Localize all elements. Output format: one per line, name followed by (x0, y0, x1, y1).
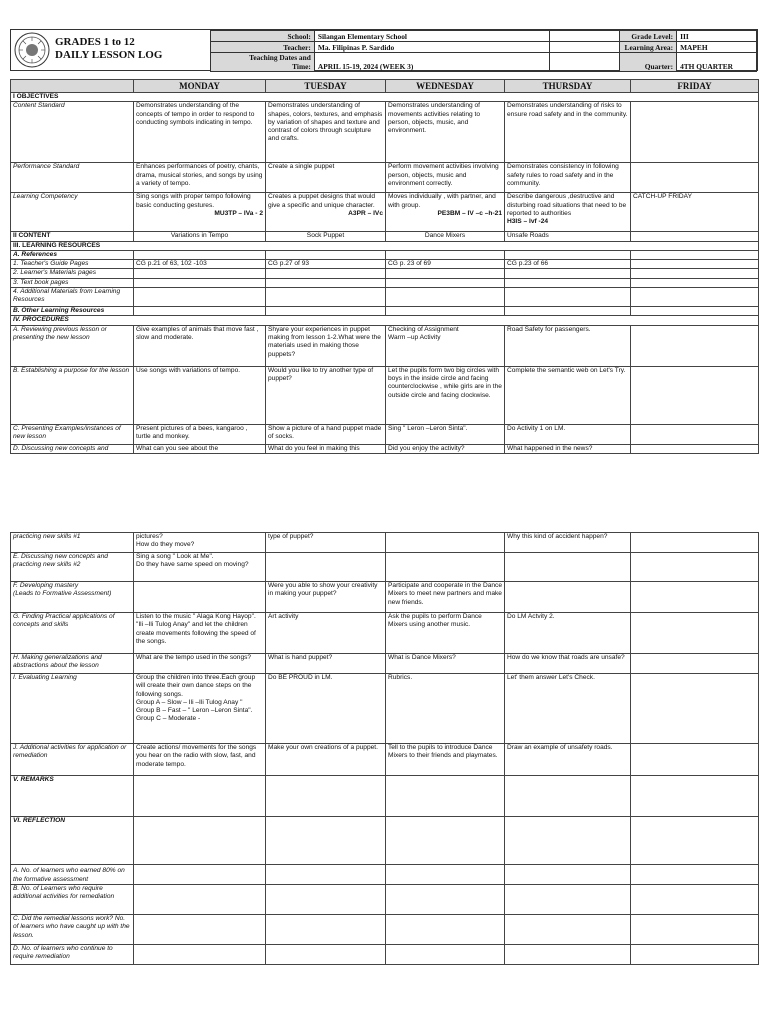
cell-proc-a-thu: Road Safety for passengers. (505, 325, 631, 366)
section-procedures: IV. PROCEDURES (11, 316, 759, 325)
cell-performance-standard-wed: Perform movement activities involving person, objects, music and environment correctly. (386, 163, 505, 193)
dates-label-line2: Time: (292, 62, 311, 71)
cell-proc-i-thu: Let' them answer Let's Check. (505, 674, 631, 744)
logo-area (11, 30, 211, 70)
competency-thu-code: H3IS – Ivf -24 (507, 218, 549, 226)
row-label-content: II CONTENT (11, 232, 134, 241)
row-label-proc-g: G. Finding Practical applications of concepts and skills (11, 613, 134, 654)
cell-content-mon: Variations in Tempo (134, 232, 266, 241)
cell-proc-a-mon: Give examples of animals that move fast , slow and moderate. (134, 325, 266, 366)
cell-proc-f-tue: Were you able to show your creativity in making your puppet? (266, 582, 386, 613)
cell-competency-fri: CATCH-UP FRIDAY (631, 193, 759, 232)
area-value: MAPEH (677, 42, 757, 53)
day-header-friday: FRIDAY (631, 80, 759, 93)
cell-content-standard-wed: Demonstrates understanding of movements activities relating to person, objects, music, and environment. (386, 102, 505, 163)
cell-content-thu: Unsafe Roads (505, 232, 631, 241)
row-label-learning-competency: Learning Competency (11, 193, 134, 232)
cell-content-standard-mon: Demonstrates understanding of the concepts of tempo in order to respond to conducting symbols indicating in tempo. (134, 102, 266, 163)
cell-proc-g-wed: Ask the pupils to perform Dance Mixers using another music. (386, 613, 505, 654)
area-label: Learning Area: (620, 42, 677, 53)
cell-content-standard-tue: Demonstrates understanding of shapes, colors, textures, and emphasis by variation of shapes and texture and contrast of colors through sculpture and crafts. (266, 102, 386, 163)
section-objectives: I OBJECTIVES (11, 93, 759, 102)
cell-tg-wed: CG p. 23 of 69 (386, 260, 505, 269)
day-header-monday: MONDAY (134, 80, 266, 93)
competency-thu-text: Describe dangerous ,destructive and disturbing road situations that need to be reported to authorities (507, 193, 627, 217)
row-label-reflection-c: C. Did the remedial lessons work? No. of learners who have caught up with the lesson. (11, 915, 134, 945)
cell-proc-g-mon: Listen to the music " Alaga Kong Hayop". "Ili –Ili Tulog Anay" and let the children create movements following the speed of the songs. (134, 613, 266, 654)
row-label-remarks: V. REMARKS (11, 776, 134, 817)
row-label-proc-h: H. Making generalizations and abstractions about the lesson (11, 654, 134, 674)
cell-proc-d-thu-top: What happened in the news? (505, 444, 631, 453)
school-label: School: (211, 31, 315, 42)
competency-wed-text: Moves individually , with partner, and with group. (388, 193, 496, 209)
cell-proc-c-tue: Show a picture of a hand puppet made of socks. (266, 424, 386, 444)
cell-proc-i-mon: Group the children into three.Each group will create their own dance steps on the following songs. Group A – Slow – Ili –Ili Tulog Anay " Group B – Fast – " Leron –Leron Sinta". Group C – Moderate - (134, 674, 266, 744)
cell-proc-h-mon: What are the tempo used in the songs? (134, 654, 266, 674)
cell-proc-d-mon-top: What can you see about the (134, 444, 266, 453)
row-label-reflection: VI. REFLECTION (11, 817, 134, 865)
cell-competency-mon (134, 193, 266, 232)
school-value: Silangan Elementary School (314, 31, 549, 42)
grade-value: III (677, 31, 757, 42)
cell-proc-c-mon: Present pictures of a bees, kangaroo , turtle and monkey. (134, 424, 266, 444)
row-label-reflection-b: B. No. of Learners who require additional activities for remediation (11, 885, 134, 915)
cell-proc-j-wed: Tell to the pupils to introduce Dance Mixers to their friends and playmates. (386, 744, 505, 776)
cell-proc-i-wed: Rubrics. (386, 674, 505, 744)
row-label-reflection-a: A. No. of learners who earned 80% on the formative assessment (11, 865, 134, 885)
cell-proc-g-thu: Do LM Actvity 2. (505, 613, 631, 654)
cell-proc-c-thu: Do Activity 1 on LM. (505, 424, 631, 444)
cell-proc-f-wed: Participate and cooperate in the Dance Mixers to meet new partners and make new friends. (386, 582, 505, 613)
row-label-performance-standard: Performance Standard (11, 163, 134, 193)
row-label-reflection-d: D. No. of learners who continue to require remediation (11, 945, 134, 965)
cell-proc-h-wed: What is Dance Mixers? (386, 654, 505, 674)
row-label-other-resources: B. Other Learning Resources (11, 307, 134, 316)
teacher-label: Teacher: (211, 42, 315, 53)
competency-mon-code: MU3TP – IVa - 2 (214, 209, 263, 217)
cell-competency-thu (505, 193, 631, 232)
competency-tue-code: A3PR – IVc (348, 209, 383, 217)
row-label-proc-d-top: D. Discussing new concepts and (11, 444, 134, 453)
cell-proc-d-mon-bottom: pictures? How do they move? (134, 533, 266, 553)
day-header-wednesday: WEDNESDAY (386, 80, 505, 93)
row-label-additional-materials: 4. Additional Materials from Learning Resources (11, 288, 134, 307)
day-header-thursday: THURSDAY (505, 80, 631, 93)
cell-proc-j-tue: Make your own creations of a puppet. (266, 744, 386, 776)
cell-proc-b-mon: Use songs with variations of tempo. (134, 366, 266, 424)
lesson-table-part1 (10, 79, 759, 454)
form-title-line2: DAILY LESSON LOG (55, 49, 163, 61)
competency-tue-text: Creates a puppet designs that would give a specific and unique character. (268, 193, 376, 209)
row-label-proc-i: I. Evaluating Learning (11, 674, 134, 744)
competency-wed-code: PE3BM – IV –c –h-21 (437, 209, 502, 217)
row-label-references: A. References (11, 250, 134, 259)
form-title-line1: GRADES 1 to 12 (55, 36, 135, 48)
dates-label-line1: Teaching Dates and (249, 53, 311, 62)
cell-proc-e-mon: Sing a song " Look at Me". Do they have same speed on moving? (134, 553, 266, 582)
deped-seal-icon (14, 32, 50, 68)
cell-proc-d-wed-top: Did you enjoy the activity? (386, 444, 505, 453)
row-label-proc-d-bottom: practicing new skills #1 (11, 533, 134, 553)
cell-proc-h-tue: What is hand puppet? (266, 654, 386, 674)
row-label-textbook: 3. Text book pages (11, 278, 134, 287)
cell-competency-wed (386, 193, 505, 232)
dates-label (211, 53, 315, 72)
section-learning-resources: III. LEARNING RESOURCES (11, 241, 759, 250)
quarter-value: 4TH QUARTER (677, 53, 757, 72)
cell-performance-standard-thu: Demonstrates consistency in following safety rules to road safety and in the community. (505, 163, 631, 193)
cell-performance-standard-mon: Enhances performances of poetry, chants, drama, musical stories, and songs by using a variety of tempo. (134, 163, 266, 193)
cell-proc-g-tue: Art activity (266, 613, 386, 654)
row-label-proc-f: F. Developing mastery (Leads to Formative Assessment) (11, 582, 134, 613)
row-label-learners-materials: 2. Learner's Materials pages (11, 269, 134, 278)
cell-proc-j-mon: Create actions/ movements for the songs you hear on the radio with slow, fast, and moderate tempo. (134, 744, 266, 776)
lesson-table-part2 (10, 532, 759, 965)
cell-proc-b-thu: Complete the semantic web on Let's Try. (505, 366, 631, 424)
day-header-tuesday: TUESDAY (266, 80, 386, 93)
cell-content-wed: Dance Mixers (386, 232, 505, 241)
competency-mon-text: Sing songs with proper tempo following basic conducting gestures. (136, 193, 251, 209)
quarter-label: Quarter: (620, 53, 677, 72)
cell-tg-tue: CG p.27 of 93 (266, 260, 386, 269)
cell-competency-tue (266, 193, 386, 232)
row-label-content-standard: Content Standard (11, 102, 134, 163)
cell-content-standard-thu: Demonstrates understanding of risks to ensure road safety and in the community. (505, 102, 631, 163)
cell-proc-j-thu: Draw an example of unsafety roads. (505, 744, 631, 776)
cell-performance-standard-tue: Create a single puppet (266, 163, 386, 193)
cell-proc-d-thu-bottom: Why this kind of accident happen? (505, 533, 631, 553)
row-label-proc-a: A. Reviewing previous lesson or presenting the new lesson (11, 325, 134, 366)
cell-tg-thu: CG p.23 of 66 (505, 260, 631, 269)
teacher-value: Ma. Filipinas P. Sardido (314, 42, 549, 53)
cell-proc-c-wed: Sing " Leron –Leron Sinta". (386, 424, 505, 444)
cell-tg-mon: CG p.21 of 63, 102 -103 (134, 260, 266, 269)
header (10, 29, 758, 71)
cell-proc-b-tue: Would you like to try another type of puppet? (266, 366, 386, 424)
cell-proc-b-wed: Let the pupils form two big circles with boys in the inside circle and facing counterclockwise , while girls are in the outside circle and facing clockwise. (386, 366, 505, 424)
cell-content-tue: Sock Puppet (266, 232, 386, 241)
cell-proc-a-tue: Shyare your experiences in puppet making from lesson 1-2.What were the materials used in making those puppets? (266, 325, 386, 366)
row-label-proc-e: E. Discussing new concepts and practicing new skills #2 (11, 553, 134, 582)
grade-label: Grade Level: (620, 31, 677, 42)
cell-proc-d-tue-top: What do you feel in making this (266, 444, 386, 453)
dates-value: APRIL 15-19, 2024 (WEEK 3) (314, 53, 549, 72)
header-info-grid (210, 30, 757, 72)
row-label-proc-j: J. Additional activities for application or remediation (11, 744, 134, 776)
cell-proc-h-thu: How do we know that roads are unsafe? (505, 654, 631, 674)
row-label-proc-b: B. Establishing a purpose for the lesson (11, 366, 134, 424)
cell-proc-a-wed: Checking of Assignment Warm –up Activity (386, 325, 505, 366)
cell-proc-d-tue-bottom: type of puppet? (266, 533, 386, 553)
row-label-teachers-guide: 1. Teacher's Guide Pages (11, 260, 134, 269)
cell-proc-i-tue: Do BE PROUD in LM. (266, 674, 386, 744)
row-label-proc-c: C. Presenting Examples/instances of new lesson (11, 424, 134, 444)
